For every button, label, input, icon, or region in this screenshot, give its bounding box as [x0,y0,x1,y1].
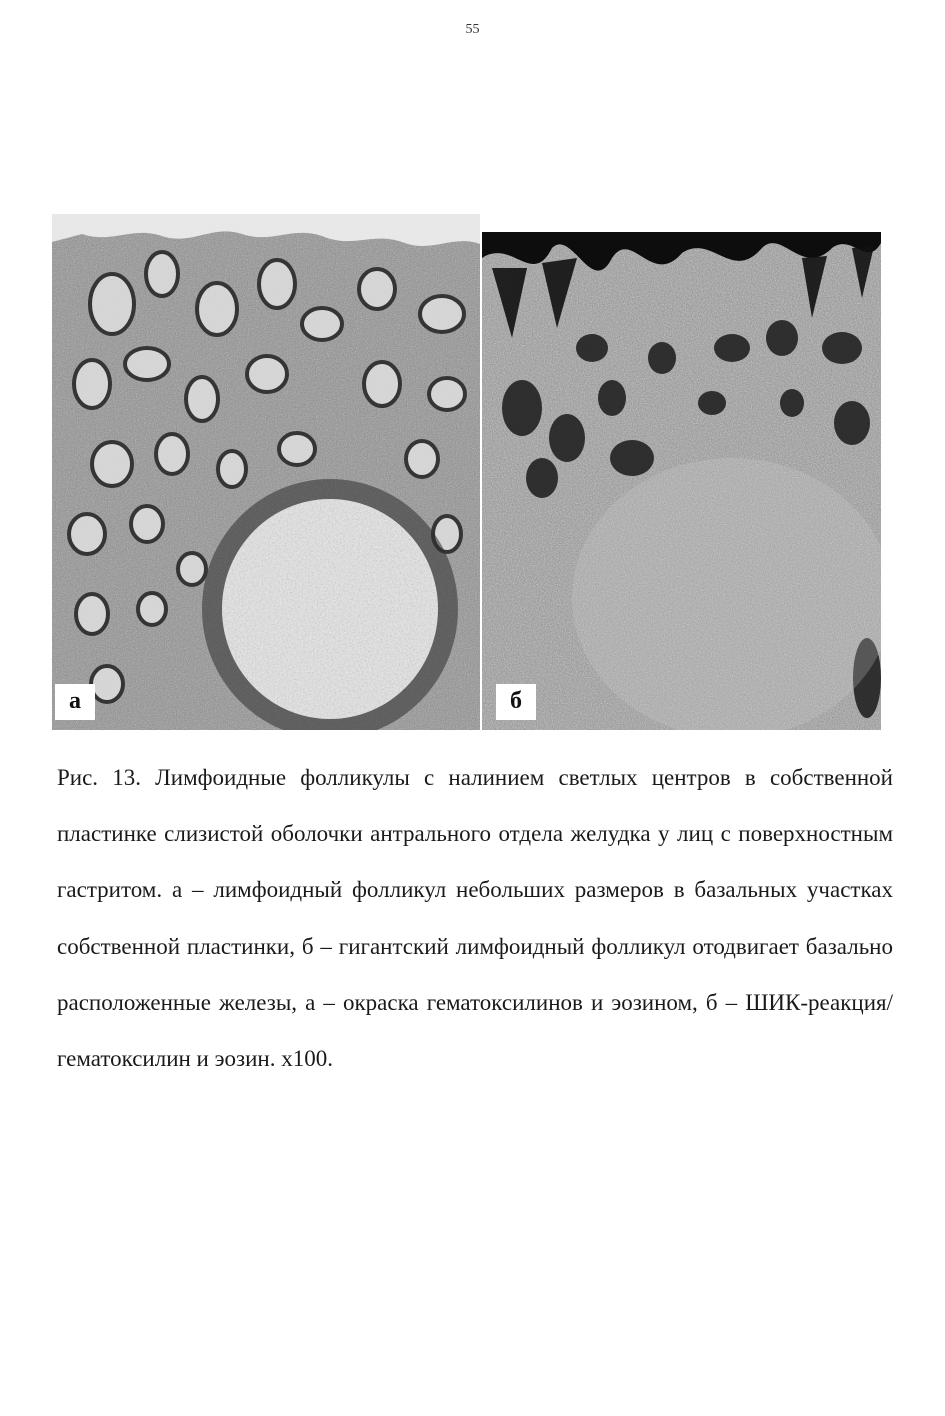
figure-caption: Рис. 13. Лимфоидные фолликулы с налинием светлых центров в собственной пластинке слизистой оболочки антрального отдела желудка у лиц с поверхностным гастритом. а – лимфоидный фолликул небольших размеров в базальных участках собственной пластинки, б – гигантский лимфоидный фолликул отодвигает базально расположенные железы, а – окраска гематоксилинов и эозином, б – ШИК-реакция/гематоксилин и эозин. х100. [57,765,893,1072]
micrograph-image-a [52,214,480,730]
panel-label-a: а [55,684,95,720]
figure-13 [52,214,881,730]
micrograph-panel-b [482,228,881,730]
micrograph-image-b [482,228,881,730]
micrograph-panel-a [52,214,480,730]
panel-label-b: б [496,684,536,720]
page-number: 55 [465,22,480,37]
